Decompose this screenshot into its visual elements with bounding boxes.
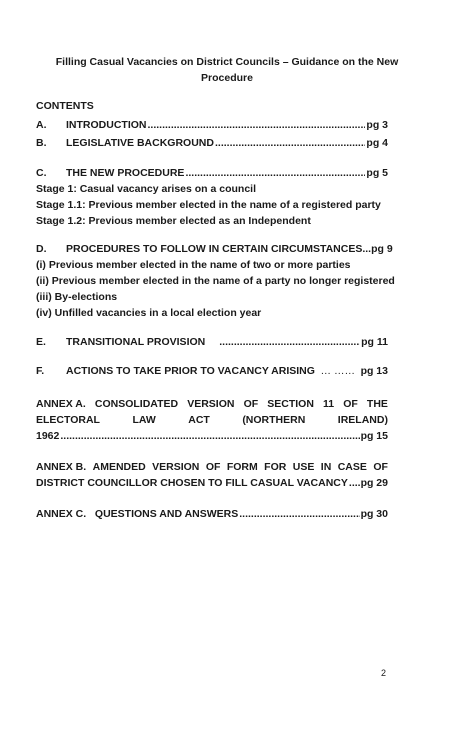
annex-a-word: VERSION — [187, 398, 235, 410]
toc-page: pg 4 — [366, 137, 388, 149]
toc-page: pg 29 — [360, 477, 388, 489]
annex-c-entry[interactable] — [36, 508, 388, 520]
contents-heading: CONTENTS — [36, 100, 94, 112]
stage-1-1: Stage 1.1: Previous member elected in the name of a registered party — [36, 199, 381, 211]
toc-page: pg 5 — [366, 167, 388, 179]
annex-a-word: ACT — [188, 414, 210, 426]
toc-leader-dots — [239, 508, 359, 520]
toc-title: TRANSITIONAL PROVISION — [66, 336, 206, 348]
toc-page: pg 30 — [360, 508, 388, 520]
annex-a-line-2 — [36, 414, 388, 426]
annex-b-line-1[interactable] — [36, 461, 388, 473]
toc-entry-procedures[interactable] — [36, 243, 393, 255]
annex-a-word: CONSOLIDATED — [94, 398, 179, 410]
toc-leader-dots — [349, 477, 360, 489]
annex-a-year: 1962 — [36, 430, 60, 442]
toc-entry-new-procedure[interactable] — [36, 167, 388, 179]
toc-letter: F. — [36, 365, 45, 377]
toc-leader-ellipsis: … …… — [320, 365, 355, 377]
toc-title: INTRODUCTION — [66, 119, 147, 131]
annex-a-word: (NORTHERN — [242, 414, 306, 426]
stage-1: Stage 1: Casual vacancy arises on a council — [36, 183, 257, 195]
toc-letter: C. — [36, 167, 47, 179]
toc-title: LEGISLATIVE BACKGROUND — [66, 137, 214, 149]
toc-entry-transitional-provision[interactable] — [36, 336, 388, 348]
toc-leader-dots — [60, 430, 359, 442]
annex-a-word: ANNEX A. — [36, 398, 86, 410]
toc-page: pg 11 — [361, 336, 388, 348]
annex-b-word: USE — [292, 461, 315, 473]
annex-b-word: IN — [320, 461, 332, 473]
annex-a-word: THE — [366, 398, 388, 410]
title-line-2: Procedure — [201, 72, 253, 84]
circumstance-iii: (iii) By-elections — [36, 291, 118, 303]
toc-letter: E. — [36, 336, 46, 348]
toc-letter: B. — [36, 137, 47, 149]
stage-1-2: Stage 1.2: Previous member elected as an Independent — [36, 215, 311, 227]
toc-title: ACTIONS TO TAKE PRIOR TO VACANCY ARISING — [66, 365, 315, 377]
page-number: 2 — [381, 668, 387, 678]
annex-b-title: DISTRICT COUNCILLOR CHOSEN TO FILL CASUAL VACANCY — [36, 477, 348, 489]
annex-b-word: AMENDED — [92, 461, 146, 473]
annex-a-word: OF — [343, 398, 358, 410]
toc-leader-dots — [185, 167, 365, 179]
toc-page: pg 15 — [360, 430, 388, 442]
toc-letter: A. — [36, 119, 47, 131]
toc-leader-dots — [219, 336, 360, 348]
annex-b-word: OF — [373, 461, 388, 473]
annex-a-word: SECTION — [267, 398, 314, 410]
annex-b-word: OF — [205, 461, 221, 473]
annex-a-line-3 — [36, 430, 388, 442]
toc-title: PROCEDURES TO FOLLOW IN CERTAIN CIRCUMSTANCES...pg 9 — [66, 243, 393, 255]
toc-page: pg 3 — [366, 119, 388, 131]
annex-a-word: OF — [243, 398, 259, 410]
toc-entry-legislative-background[interactable] — [36, 137, 388, 149]
annex-a-word: IRELAND) — [337, 414, 388, 426]
toc-entry-actions-prior[interactable] — [36, 365, 388, 377]
annex-a-line-1[interactable] — [36, 398, 388, 410]
toc-entry-introduction[interactable] — [36, 119, 388, 131]
annex-b-word: CASE — [337, 461, 367, 473]
document-title — [30, 54, 424, 86]
annex-b-word: VERSION — [152, 461, 200, 473]
circumstance-iv: (iv) Unfilled vacancies in a local election year — [36, 307, 262, 319]
annex-b-word: FOR — [264, 461, 287, 473]
title-line-1: Filling Casual Vacancies on District Councils – Guidance on the New — [55, 56, 399, 68]
toc-letter: D. — [36, 243, 47, 255]
toc-page: pg 13 — [360, 365, 388, 377]
toc-title: THE NEW PROCEDURE — [66, 167, 185, 179]
annex-a-word: ELECTORAL — [36, 414, 100, 426]
annex-b-word: FORM — [226, 461, 258, 473]
circumstance-ii: (ii) Previous member elected in the name of a party no longer registered — [36, 275, 395, 287]
annex-b-word: ANNEX B. — [36, 461, 87, 473]
circumstance-i: (i) Previous member elected in the name of two or more parties — [36, 259, 351, 271]
annex-a-word: 11 — [323, 398, 335, 410]
annex-b-line-2 — [36, 477, 388, 489]
annex-a-word: LAW — [132, 414, 156, 426]
toc-leader-dots — [148, 119, 366, 131]
annex-c-title: ANNEX C. QUESTIONS AND ANSWERS — [36, 508, 239, 520]
toc-leader-dots — [215, 137, 365, 149]
